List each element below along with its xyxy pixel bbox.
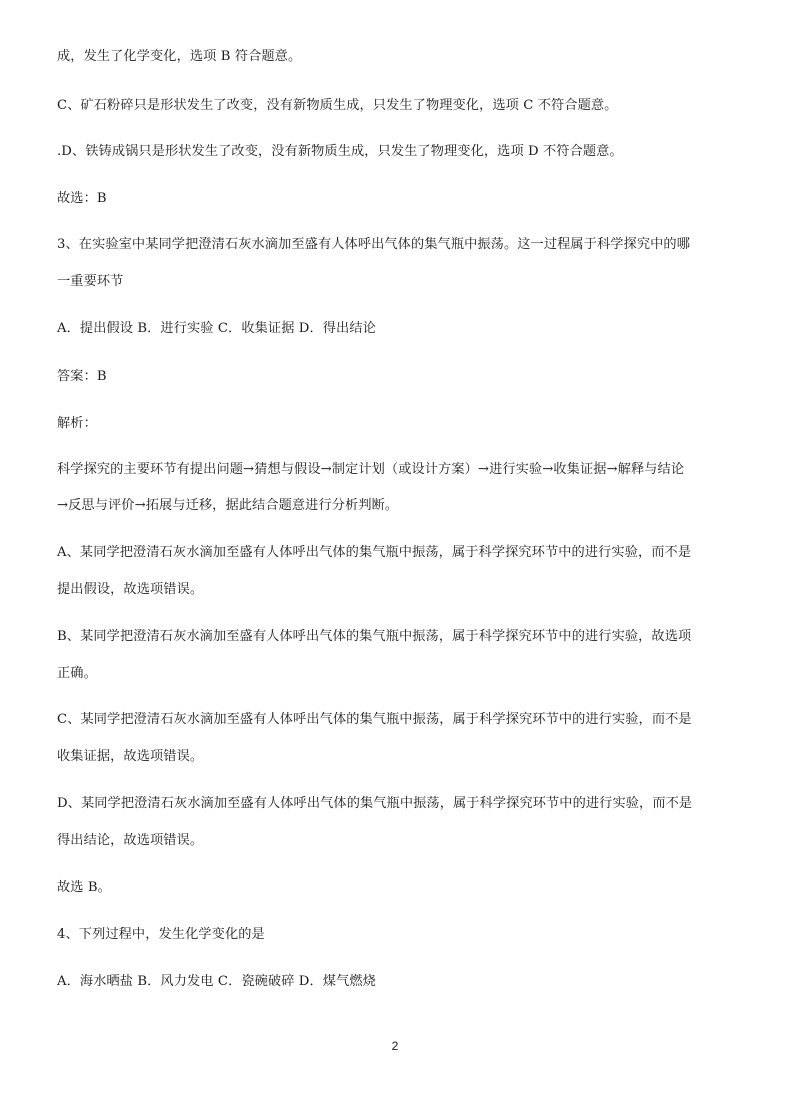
text-line-option-c-analysis: C、矿石粉碎只是形状发生了改变，没有新物质生成，只发生了物理变化，选项 C 不符合题意。 (57, 98, 618, 113)
question-3-text: 3、在实验室中某同学把澄清石灰水滴加至盛有人体呼出气体的集气瓶中振荡。这一过程属于科学探究中的哪 (57, 237, 690, 252)
analysis-text: 科学探究的主要环节有提出问题→猜想与假设→制定计划（或设计方案）→进行实验→收集证据→解释与结论 (57, 462, 685, 477)
question-3-text-cont: 一重要环节 (57, 274, 124, 289)
analysis-heading: 解析： (57, 416, 97, 431)
answer-conclusion-q3: 故选 B。 (57, 880, 111, 895)
question-3-options: A．提出假设 B．进行实验 C．收集证据 D．得出结论 (57, 321, 376, 336)
analysis-option-c-cont: 收集证据，故选项错误。 (57, 749, 204, 764)
text-line-option-b-conclusion: 成，发生了化学变化，选项 B 符合题意。 (57, 49, 302, 64)
analysis-option-b: B、某同学把澄清石灰水滴加至盛有人体呼出气体的集气瓶中振荡，属于科学探究环节中的进行实验，故选项 (57, 629, 692, 644)
question-4-text: 4、下列过程中，发生化学变化的是 (57, 927, 265, 942)
page-number: 2 (391, 1039, 399, 1053)
analysis-option-a-cont: 提出假设，故选项错误。 (57, 582, 204, 597)
analysis-text-cont: →反思与评价→拓展与迁移，据此结合题意进行分析判断。 (57, 498, 399, 513)
analysis-option-c: C、某同学把澄清石灰水滴加至盛有人体呼出气体的集气瓶中振荡，属于科学探究环节中的进行实验，而不是 (57, 712, 692, 727)
analysis-option-a: A、某同学把澄清石灰水滴加至盛有人体呼出气体的集气瓶中振荡，属于科学探究环节中的进行实验，而不是 (57, 545, 692, 560)
question-4-options: A．海水晒盐 B．风力发电 C．瓷碗破碎 D．煤气燃烧 (57, 974, 376, 989)
text-line-option-d-analysis: .D、铁铸成锅只是形状发生了改变，没有新物质生成，只发生了物理变化，选项 D 不符合题意。 (57, 144, 623, 159)
analysis-option-d-cont: 得出结论，故选项错误。 (57, 833, 204, 848)
analysis-option-b-cont: 正确。 (57, 666, 97, 681)
text-line-answer-q2: 故选：B (57, 191, 107, 206)
answer-q3: 答案：B (57, 369, 107, 384)
analysis-option-d: D、某同学把澄清石灰水滴加至盛有人体呼出气体的集气瓶中振荡，属于科学探究环节中的进行实验，而不是 (57, 796, 693, 811)
